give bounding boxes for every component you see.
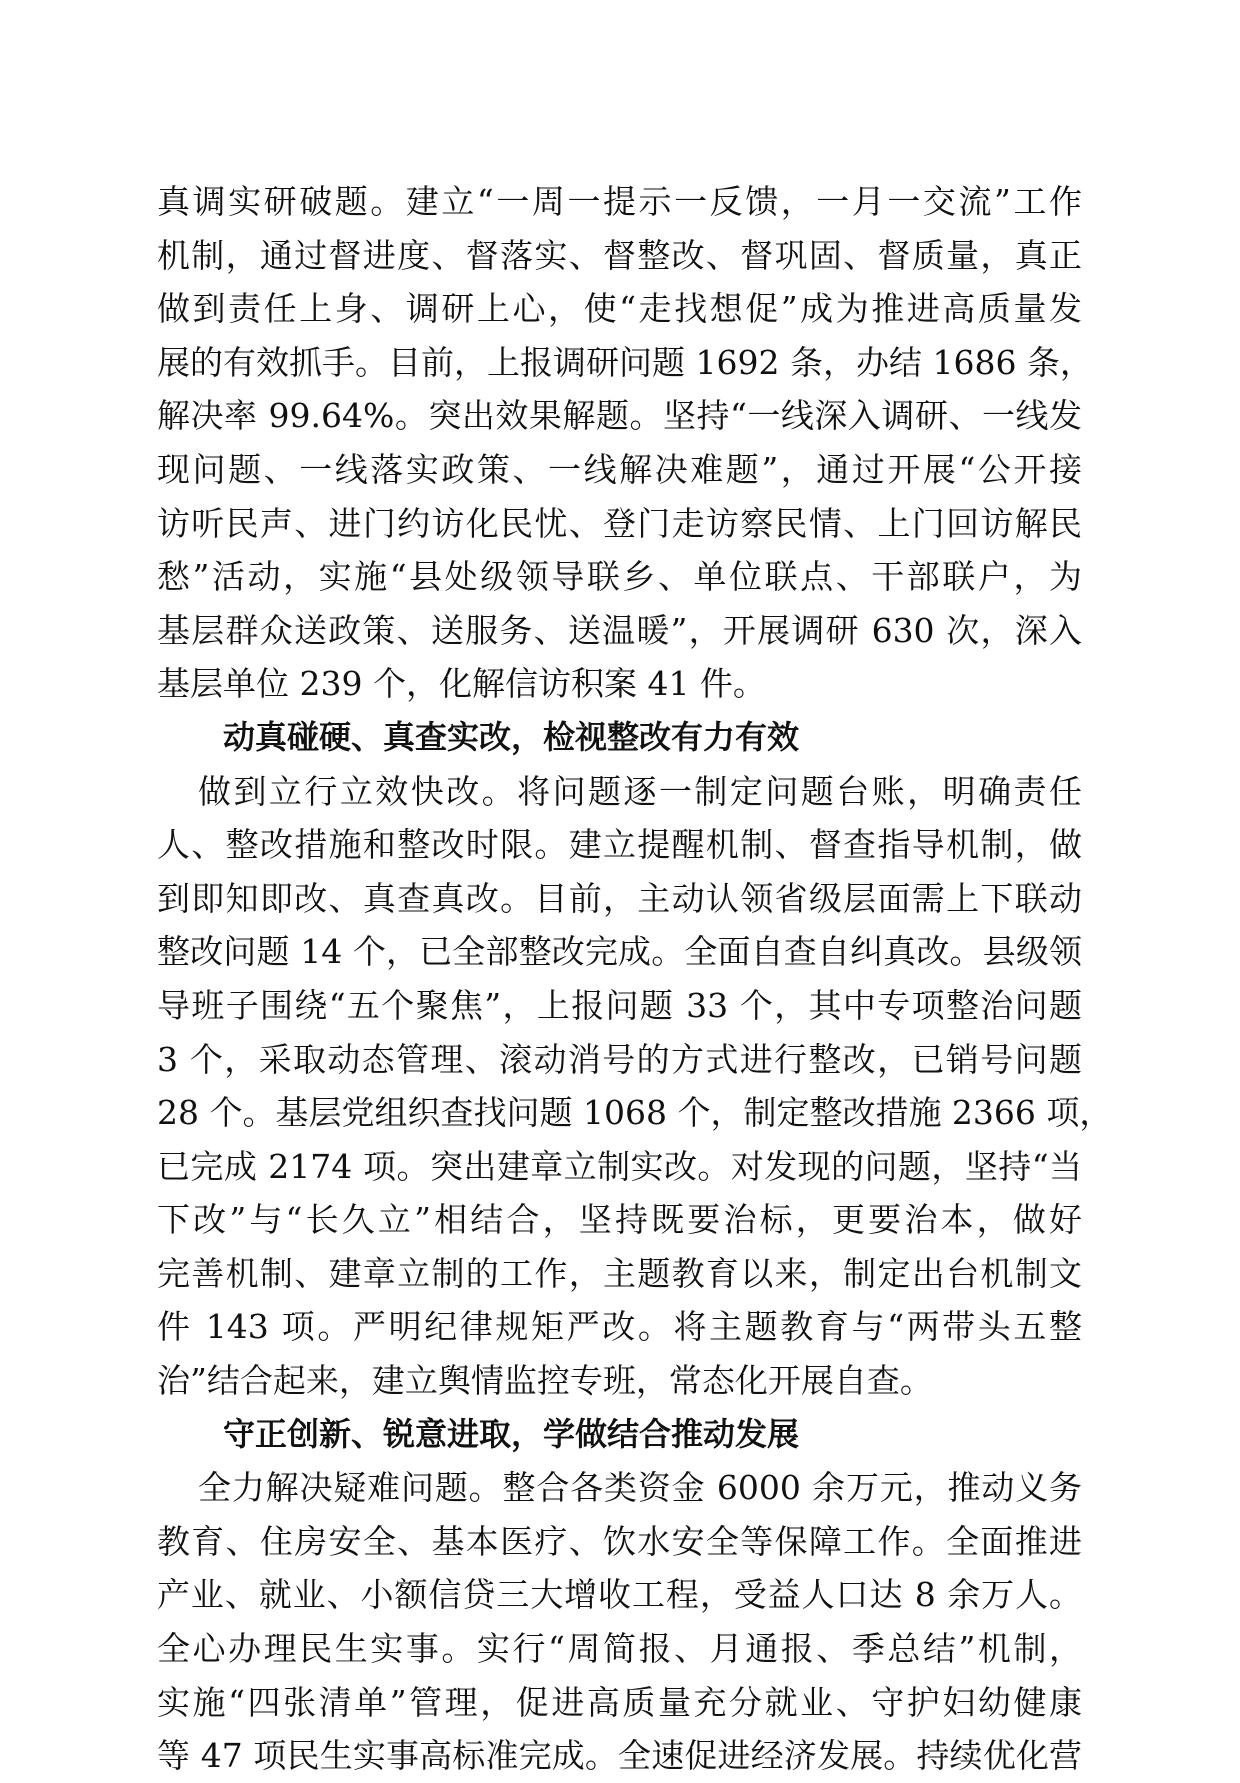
text-line: 解决率 99.64%。突出效果解题。坚持“一线深入调研、一线发 [157,396,1082,436]
text-line: 到即知即改、真查真改。目前，主动认领省级层面需上下联动 [157,878,1082,918]
paragraph-development [157,1461,1082,1783]
text-line: 3 个，采取动态管理、滚动消号的方式进行整改，已销号问题 [157,1039,1082,1079]
text-line: 人、整改措施和整改时限。建立提醒机制、督查指导机制，做 [157,825,1082,865]
text-line: 全力解决疑难问题。整合各类资金 6000 余万元，推动义务 [198,1468,1082,1508]
text-line: 基层群众送政策、送服务、送温暖”，开展调研 630 次，深入 [157,610,1082,650]
text-line: 等 47 项民生实事高标准完成。全速促进经济发展。持续优化营 [157,1736,1082,1776]
text-line: 愁”活动，实施“县处级领导联乡、单位联点、干部联户，为 [157,557,1082,597]
text-line: 展的有效抓手。目前，上报调研问题 1692 条，办结 1686 条， [157,342,1093,382]
section-heading-development: 守正创新、锐意进取，学做结合推动发展 [223,1414,800,1453]
text-line: 访听民声、进门约访化民忧、登门走访察民情、上门回访解民 [157,503,1082,543]
text-line: 下改”与“长久立”相结合，坚持既要治标，更要治本，做好 [157,1200,1082,1240]
text-line: 教育、住房安全、基本医疗、饮水安全等保障工作。全面推进 [157,1521,1082,1561]
text-line: 件 143 项。严明纪律规矩严改。将主题教育与“两带头五整 [157,1307,1082,1347]
text-line: 现问题、一线落实政策、一线解决难题”，通过开展“公开接 [157,449,1082,489]
text-line: 机制，通过督进度、督落实、督整改、督巩固、督质量，真正 [157,235,1082,275]
text-line: 实施“四张清单”管理，促进高质量充分就业、守护妇幼健康 [157,1682,1082,1722]
document-body [157,175,1113,1783]
text-line: 基层单位 239 个，化解信访积案 41 件。 [157,664,766,704]
text-line: 做到责任上身、调研上心，使“走找想促”成为推进高质量发 [157,289,1082,329]
text-line: 导班子围绕“五个聚焦”，上报问题 33 个，其中专项整治问题 [157,985,1082,1025]
section-heading-rectification: 动真碰硬、真查实改，检视整改有力有效 [223,717,800,756]
paragraph-research [157,175,1093,711]
text-line: 真调实研破题。建立“一周一提示一反馈，一月一交流”工作 [157,182,1082,221]
text-line: 整改问题 14 个，已全部整改完成。全面自查自纠真改。县级领 [157,932,1082,972]
text-line: 做到立行立效快改。将问题逐一制定问题台账，明确责任 [198,771,1082,811]
text-line: 全心办理民生实事。实行“周简报、月通报、季总结”机制， [157,1629,1082,1669]
text-line: 产业、就业、小额信贷三大增收工程，受益人口达 8 余万人。 [157,1575,1082,1615]
text-line: 治”结合起来，建立舆情监控专班，常态化开展自查。 [157,1361,933,1401]
text-line: 已完成 2174 项。突出建章立制实改。对发现的问题，坚持“当 [157,1146,1082,1186]
text-line: 完善机制、建章立制的工作，主题教育以来，制定出台机制文 [157,1253,1082,1293]
text-line: 28 个。基层党组织查找问题 1068 个，制定整改措施 2366 项， [157,1093,1113,1133]
paragraph-rectification [157,765,1113,1408]
